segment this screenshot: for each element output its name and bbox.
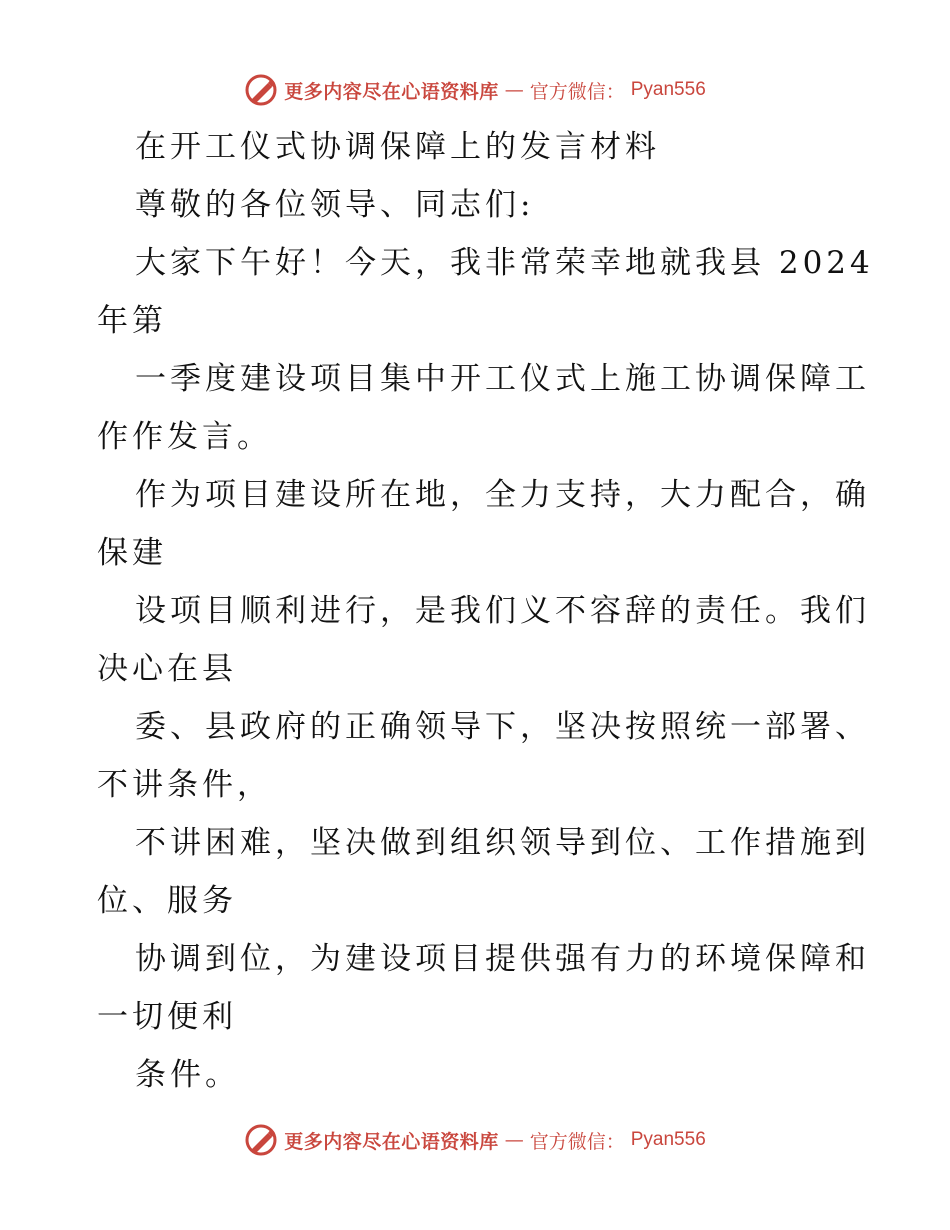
pen-logo-icon: [244, 1123, 278, 1157]
document-title: 在开工仪式协调保障上的发言材料: [135, 129, 660, 165]
paragraph-line: 作为项目建设所在地，全力支持，大力配合，确: [135, 477, 870, 513]
salutation: 尊敬的各位领导、同志们:: [135, 187, 535, 223]
banner-dash: —: [504, 79, 524, 101]
banner-text: 更多内容尽在心语资料库: [284, 1130, 499, 1153]
banner-text: 更多内容尽在心语资料库: [284, 80, 499, 103]
paragraph-line: 作作发言。: [97, 419, 272, 455]
paragraph-line: 一切便利: [97, 999, 237, 1035]
paragraph-line: 条件。: [135, 1057, 240, 1093]
banner-wechat-label: 官方微信：: [529, 1130, 625, 1153]
paragraph-line: 位、服务: [97, 883, 237, 919]
paragraph-line: 协调到位，为建设项目提供强有力的环境保障和: [135, 941, 870, 977]
paragraph-line: 设项目顺利进行，是我们义不容辞的责任。我们: [135, 593, 870, 629]
banner-wechat-label: 官方微信：: [529, 80, 625, 103]
footer-watermark-banner: [0, 1122, 950, 1158]
paragraph-line: 不讲条件，: [97, 767, 272, 803]
paragraph-line: 决心在县: [97, 651, 237, 687]
header-watermark-banner: [0, 72, 950, 108]
banner-dash: —: [504, 1129, 524, 1151]
paragraph-line: 大家下午好！今天，我非常荣幸地就我县 2024: [135, 245, 874, 281]
banner-wechat-id: Pyan556: [630, 1129, 706, 1150]
paragraph-line: 不讲困难，坚决做到组织领导到位、工作措施到: [135, 825, 870, 861]
paragraph-line: 保建: [97, 535, 167, 571]
paragraph-line: 年第: [97, 303, 167, 339]
paragraph-line: 一季度建设项目集中开工仪式上施工协调保障工: [135, 361, 870, 397]
document-body: [97, 118, 874, 1104]
banner-wechat-id: Pyan556: [630, 79, 706, 100]
pen-logo-icon: [244, 73, 278, 107]
paragraph-line: 委、县政府的正确领导下，坚决按照统一部署、: [135, 709, 870, 745]
